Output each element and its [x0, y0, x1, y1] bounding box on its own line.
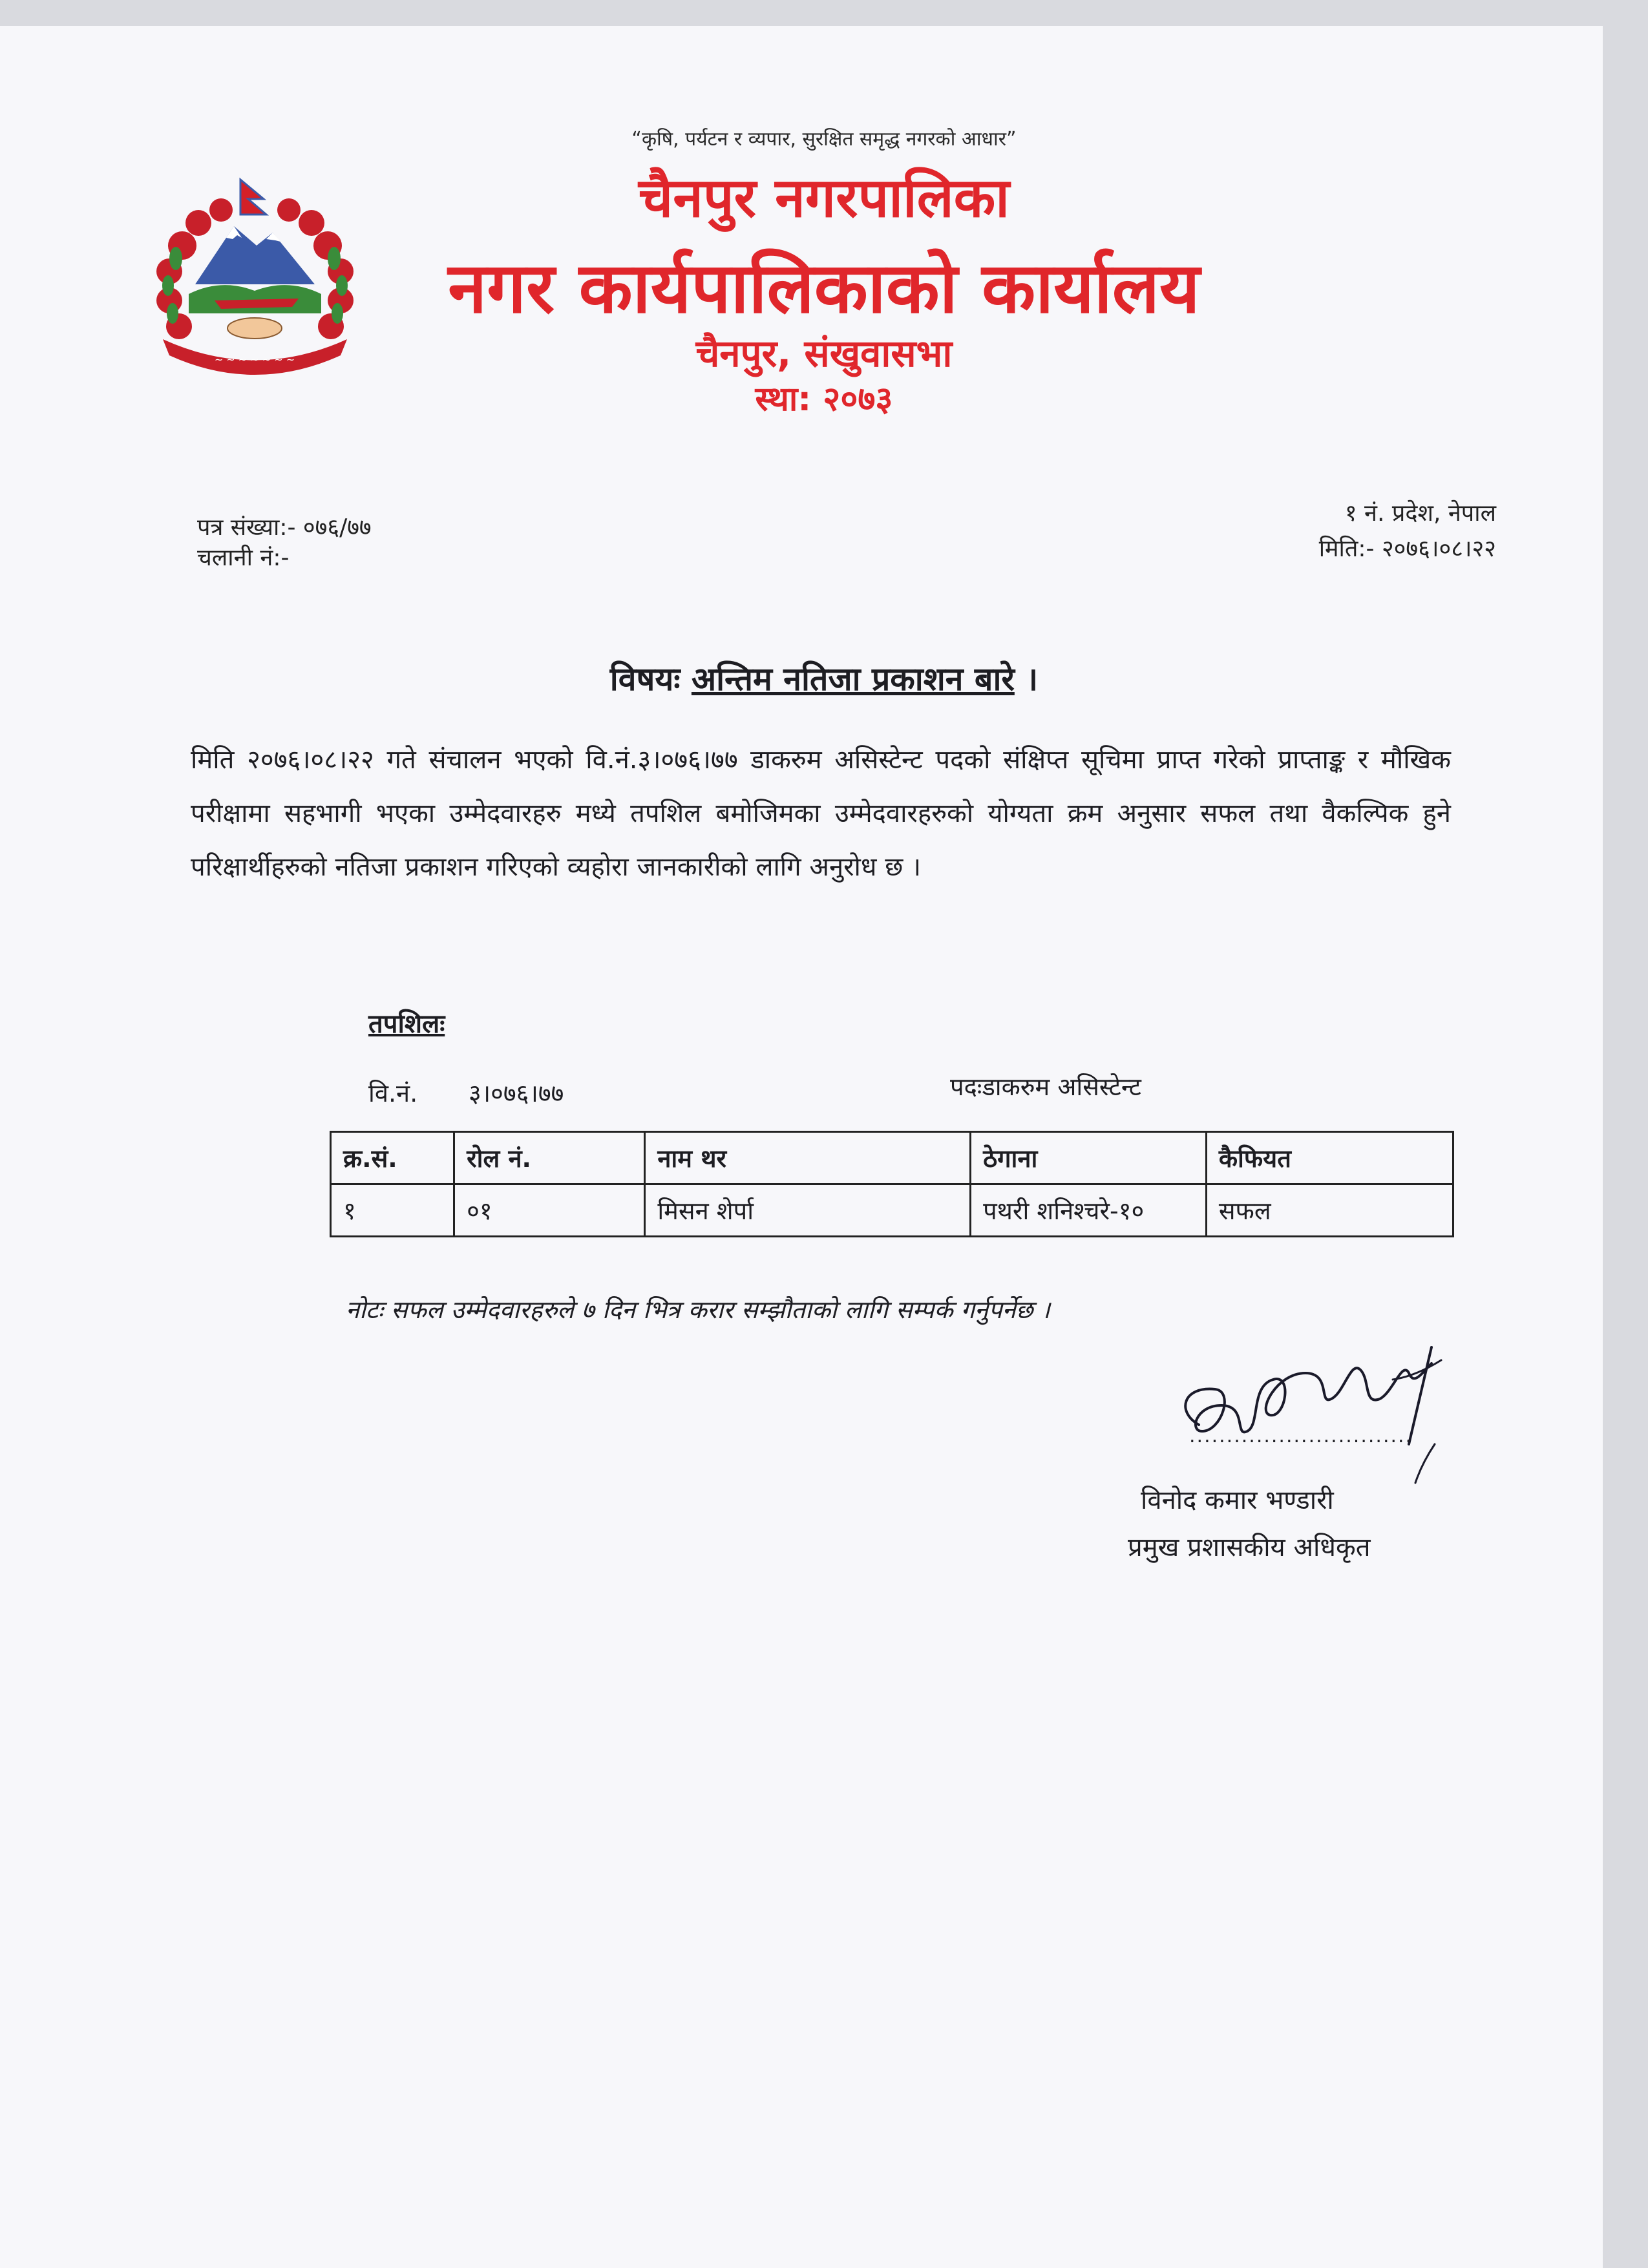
subject-prefix: विषयः [609, 660, 681, 698]
notice-number-label: वि.नं. [368, 1079, 418, 1108]
subject-line [0, 656, 1648, 700]
post-name: पदःडाकरुम असिस्टेन्ट [950, 1073, 1141, 1101]
svg-text:~ ~ ~ ~ ~ ~ ~: ~ ~ ~ ~ ~ ~ ~ [214, 353, 295, 366]
column-header-remarks: कैफियत [1206, 1132, 1453, 1184]
column-header-serial: क्र.सं. [331, 1132, 454, 1184]
notice-number-value: ३।०७६।७७ [469, 1079, 564, 1108]
column-header-roll: रोल नं. [454, 1132, 645, 1184]
dispatch-number: चलानी नं:- [197, 545, 290, 571]
letter-date: मिति:- २०७६।०८।२२ [1318, 536, 1496, 562]
signature-line: .............................. [1189, 1425, 1413, 1447]
table-header-row [331, 1132, 1453, 1184]
note-text: नोटः सफल उम्मेदवारहरुले ७ दिन भित्र करार सम्झौताको लागि सम्पर्क गर्नुपर्नेछ । [346, 1296, 1050, 1324]
table-row [331, 1184, 1453, 1237]
subject-title: अन्तिम नतिजा प्रकाशन बारे [691, 660, 1015, 698]
office-name: नगर कार्यपालिकाको कार्यालय [448, 248, 1200, 329]
column-header-name: नाम थर [645, 1132, 971, 1184]
column-header-address: ठेगाना [971, 1132, 1207, 1184]
signatory-title: प्रमुख प्रशासकीय अधिकृत [1128, 1533, 1371, 1562]
cell-roll: ०१ [454, 1184, 645, 1237]
letter-number: पत्र संख्या:- ०७६/७७ [197, 514, 372, 541]
body-paragraph: मिति २०७६।०८।२२ गते संचालन भएको वि.नं.३।०७६।७७ डाकरुम असिस्टेन्ट पदको संक्षिप्त सूचिमा प्राप्त गरेको प्राप्ताङ्क र मौखिक परीक्षामा सहभागी भएका उम्मेदवारहरु मध्ये तपशिल बमोजिमका उम्मेदवारहरुको योग्यता क्रम अनुसार सफल तथा वैकल्पिक हुने परिक्षार्थीहरुको नतिजा प्रकाशन गरिएको व्यहोरा जानकारीको लागि अनुरोध छ । [191, 745, 1451, 882]
subject-suffix: । [1026, 660, 1039, 698]
province-label: १ नं. प्रदेश, नेपाल [1344, 500, 1496, 527]
nepal-emblem-icon [143, 174, 366, 378]
office-address: चैनपुर, संखुवासभा [695, 331, 953, 375]
signature-image [1137, 1334, 1474, 1493]
established-year: स्था: २०७३ [755, 380, 893, 419]
cell-serial: १ [331, 1184, 454, 1237]
cell-address: पथरी शनिश्चरे-१० [971, 1184, 1207, 1237]
results-table [330, 1131, 1454, 1237]
motto: “कृषि, पर्यटन र व्यपार, सुरक्षित समृद्ध नगरको आधार” [631, 128, 1017, 151]
details-heading: तपशिलः [368, 1009, 445, 1039]
signatory-name: विनोद कमार भण्डारी [1141, 1486, 1334, 1515]
cell-remarks: सफल [1206, 1184, 1453, 1237]
municipality-name: चैनपुर नगरपालिका [639, 166, 1009, 229]
cell-name: मिसन शेर्पा [645, 1184, 971, 1237]
